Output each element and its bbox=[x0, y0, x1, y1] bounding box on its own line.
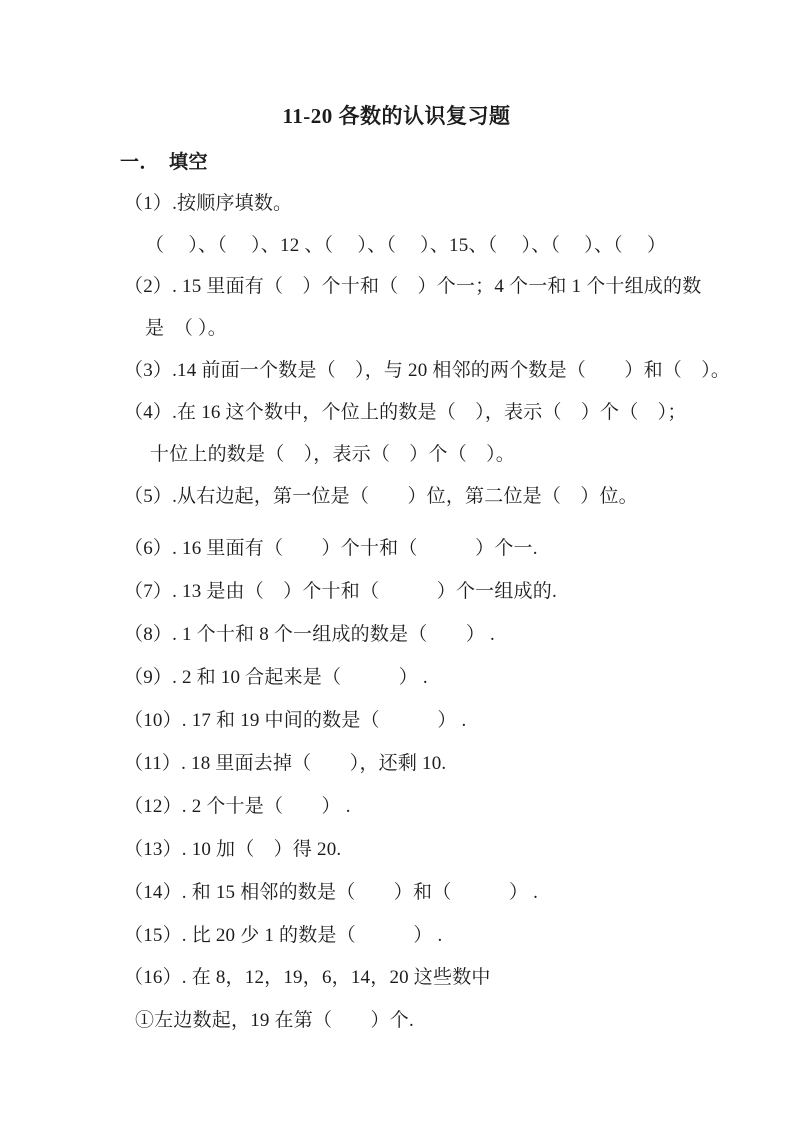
question-16-sub-1: ①左边数起，19 在第（ ）个. bbox=[135, 1010, 414, 1031]
question-12: （12）. 2 个十是（ ） . bbox=[124, 796, 351, 817]
page-title-text: 11-20 各数的认识复习题 bbox=[282, 104, 511, 128]
question-11: （11）. 18 里面去掉（ ），还剩 10. bbox=[124, 753, 447, 774]
question-13: （13）. 10 加（ ）得 20. bbox=[124, 839, 342, 860]
section-heading: 一． 填空 bbox=[120, 152, 209, 173]
question-9: （9）. 2 和 10 合起来是（ ） . bbox=[124, 667, 428, 688]
question-3: （3）.14 前面一个数是（ ），与 20 相邻的两个数是（ ）和（ ）。 bbox=[124, 360, 731, 381]
question-7: （7）. 13 是由（ ）个十和（ ）个一组成的. bbox=[124, 581, 557, 602]
question-5: （5）.从右边起，第一位是（ ）位，第二位是（ ）位。 bbox=[124, 486, 638, 507]
page-title bbox=[0, 100, 793, 130]
question-1-blanks-row: （ ）、（ ）、12 、（ ）、（ ）、15、（ ）、（ ）、（ ） bbox=[145, 235, 667, 256]
question-4: （4）.在 16 这个数中，个位上的数是（ ），表示（ ）个（ ）； bbox=[124, 402, 687, 423]
question-4-continuation: 十位上的数是（ ），表示（ ）个（ ）。 bbox=[150, 444, 516, 465]
question-2: （2）. 15 里面有（ ）个十和（ ）个一；4 个一和 1 个十组成的数 bbox=[124, 276, 702, 297]
question-8: （8）. 1 个十和 8 个一组成的数是（ ） . bbox=[124, 624, 495, 645]
question-1: （1）.按顺序填数。 bbox=[124, 193, 293, 214]
question-15: （15）. 比 20 少 1 的数是（ ） . bbox=[124, 925, 443, 946]
question-6: （6）. 16 里面有（ ）个十和（ ）个一. bbox=[124, 538, 538, 559]
question-16: （16）. 在 8，12，19，6，14，20 这些数中 bbox=[124, 967, 491, 988]
question-14: （14）. 和 15 相邻的数是（ ）和（ ） . bbox=[124, 882, 539, 903]
question-10: （10）. 17 和 19 中间的数是（ ） . bbox=[124, 710, 467, 731]
question-2-continuation: 是 （ ）。 bbox=[145, 318, 227, 339]
